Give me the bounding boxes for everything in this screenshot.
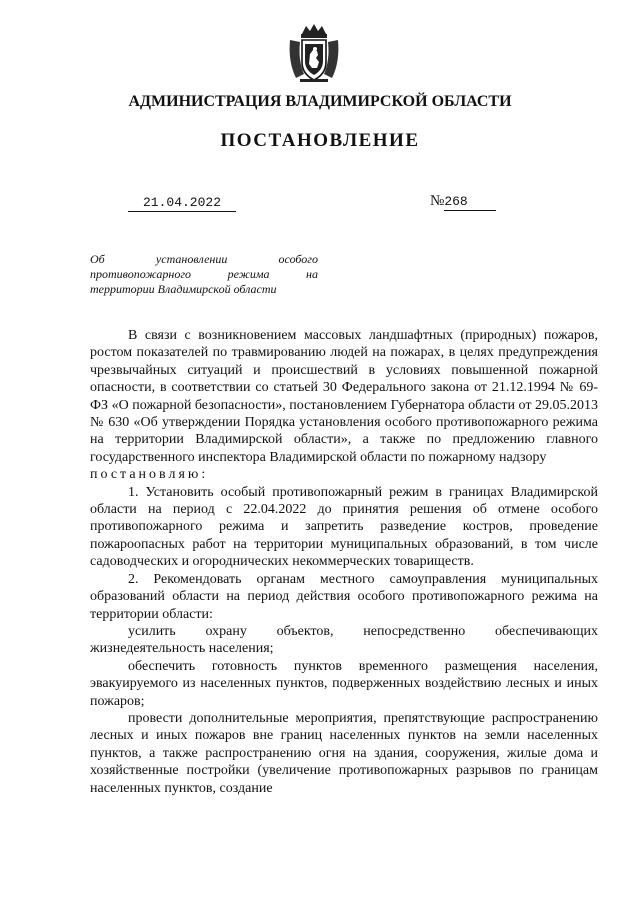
item-2c-paragraph: провести дополнительные мероприятия, препятствующие распространению лесных и иных пожаров вне границ населенных пунктов на земли населенных пунктов, а также распространению огня на здания, сооружения, жилые дома и хозяйственные постройки (увеличение противопожарных разрывов по границам населенных пунктов, создание [90, 710, 598, 796]
organization-title: АДМИНИСТРАЦИЯ ВЛАДИМИРСКОЙ ОБЛАСТИ [128, 93, 512, 110]
document-date: 21.04.2022 [128, 195, 236, 212]
document-subject [90, 252, 318, 297]
document-number [430, 193, 496, 211]
intro-paragraph: В связи с возникновением массовых ландшафтных (природных) пожаров, ростом показателей по травмированию людей на пожарах, в целях предупреждения чрезвычайных ситуаций и происшествий в условиях повышенной пожарной опасности, в соответствии со статьей 30 Федерального закона от 21.12.1994 № 69-ФЗ «О пожарной безопасности», постановлением Губернатора области от 29.05.2013 № 630 «Об утверждении Порядка установления особого противопожарного режима на территории Владимирской области», а также по предложению главного государственного инспектора Владимирской области по пожарному надзору [90, 328, 598, 465]
subject-line: противопожарного режима на [90, 267, 318, 281]
number-label: № [430, 193, 445, 209]
item-1-paragraph: 1. Установить особый противопожарный режим в границах Владимирской области на период с 22.04.2022 до принятия решения об отмене особого противопожарного режима и запретить разведение костров, проведение пожароопасных работ на территории муниципальных образований, в том числе садоводческих и огороднических некоммерческих товариществ. [90, 484, 598, 570]
coat-of-arms-icon [286, 22, 342, 84]
document-type-title: ПОСТАНОВЛЕНИЕ [220, 130, 420, 151]
item-2-paragraph: 2. Рекомендовать органам местного самоуправления муниципальных образований области на период действия особого противопожарного режима на территории области: [90, 571, 598, 622]
subject-line: территории Владимирской области [90, 282, 277, 296]
item-2a-paragraph: усилить охрану объектов, непосредственно обеспечивающих жизнедеятельность населения; [90, 623, 598, 657]
document-body [90, 327, 598, 797]
decree-word: постановляю: [90, 467, 209, 483]
item-2b-paragraph: обеспечить готовность пунктов временного размещения населения, эвакуируемого из населенных пунктов, подверженных воздействию лесных и иных пожаров; [90, 658, 598, 709]
number-value: 268 [444, 194, 496, 211]
subject-line: Об установлении особого [90, 252, 318, 266]
